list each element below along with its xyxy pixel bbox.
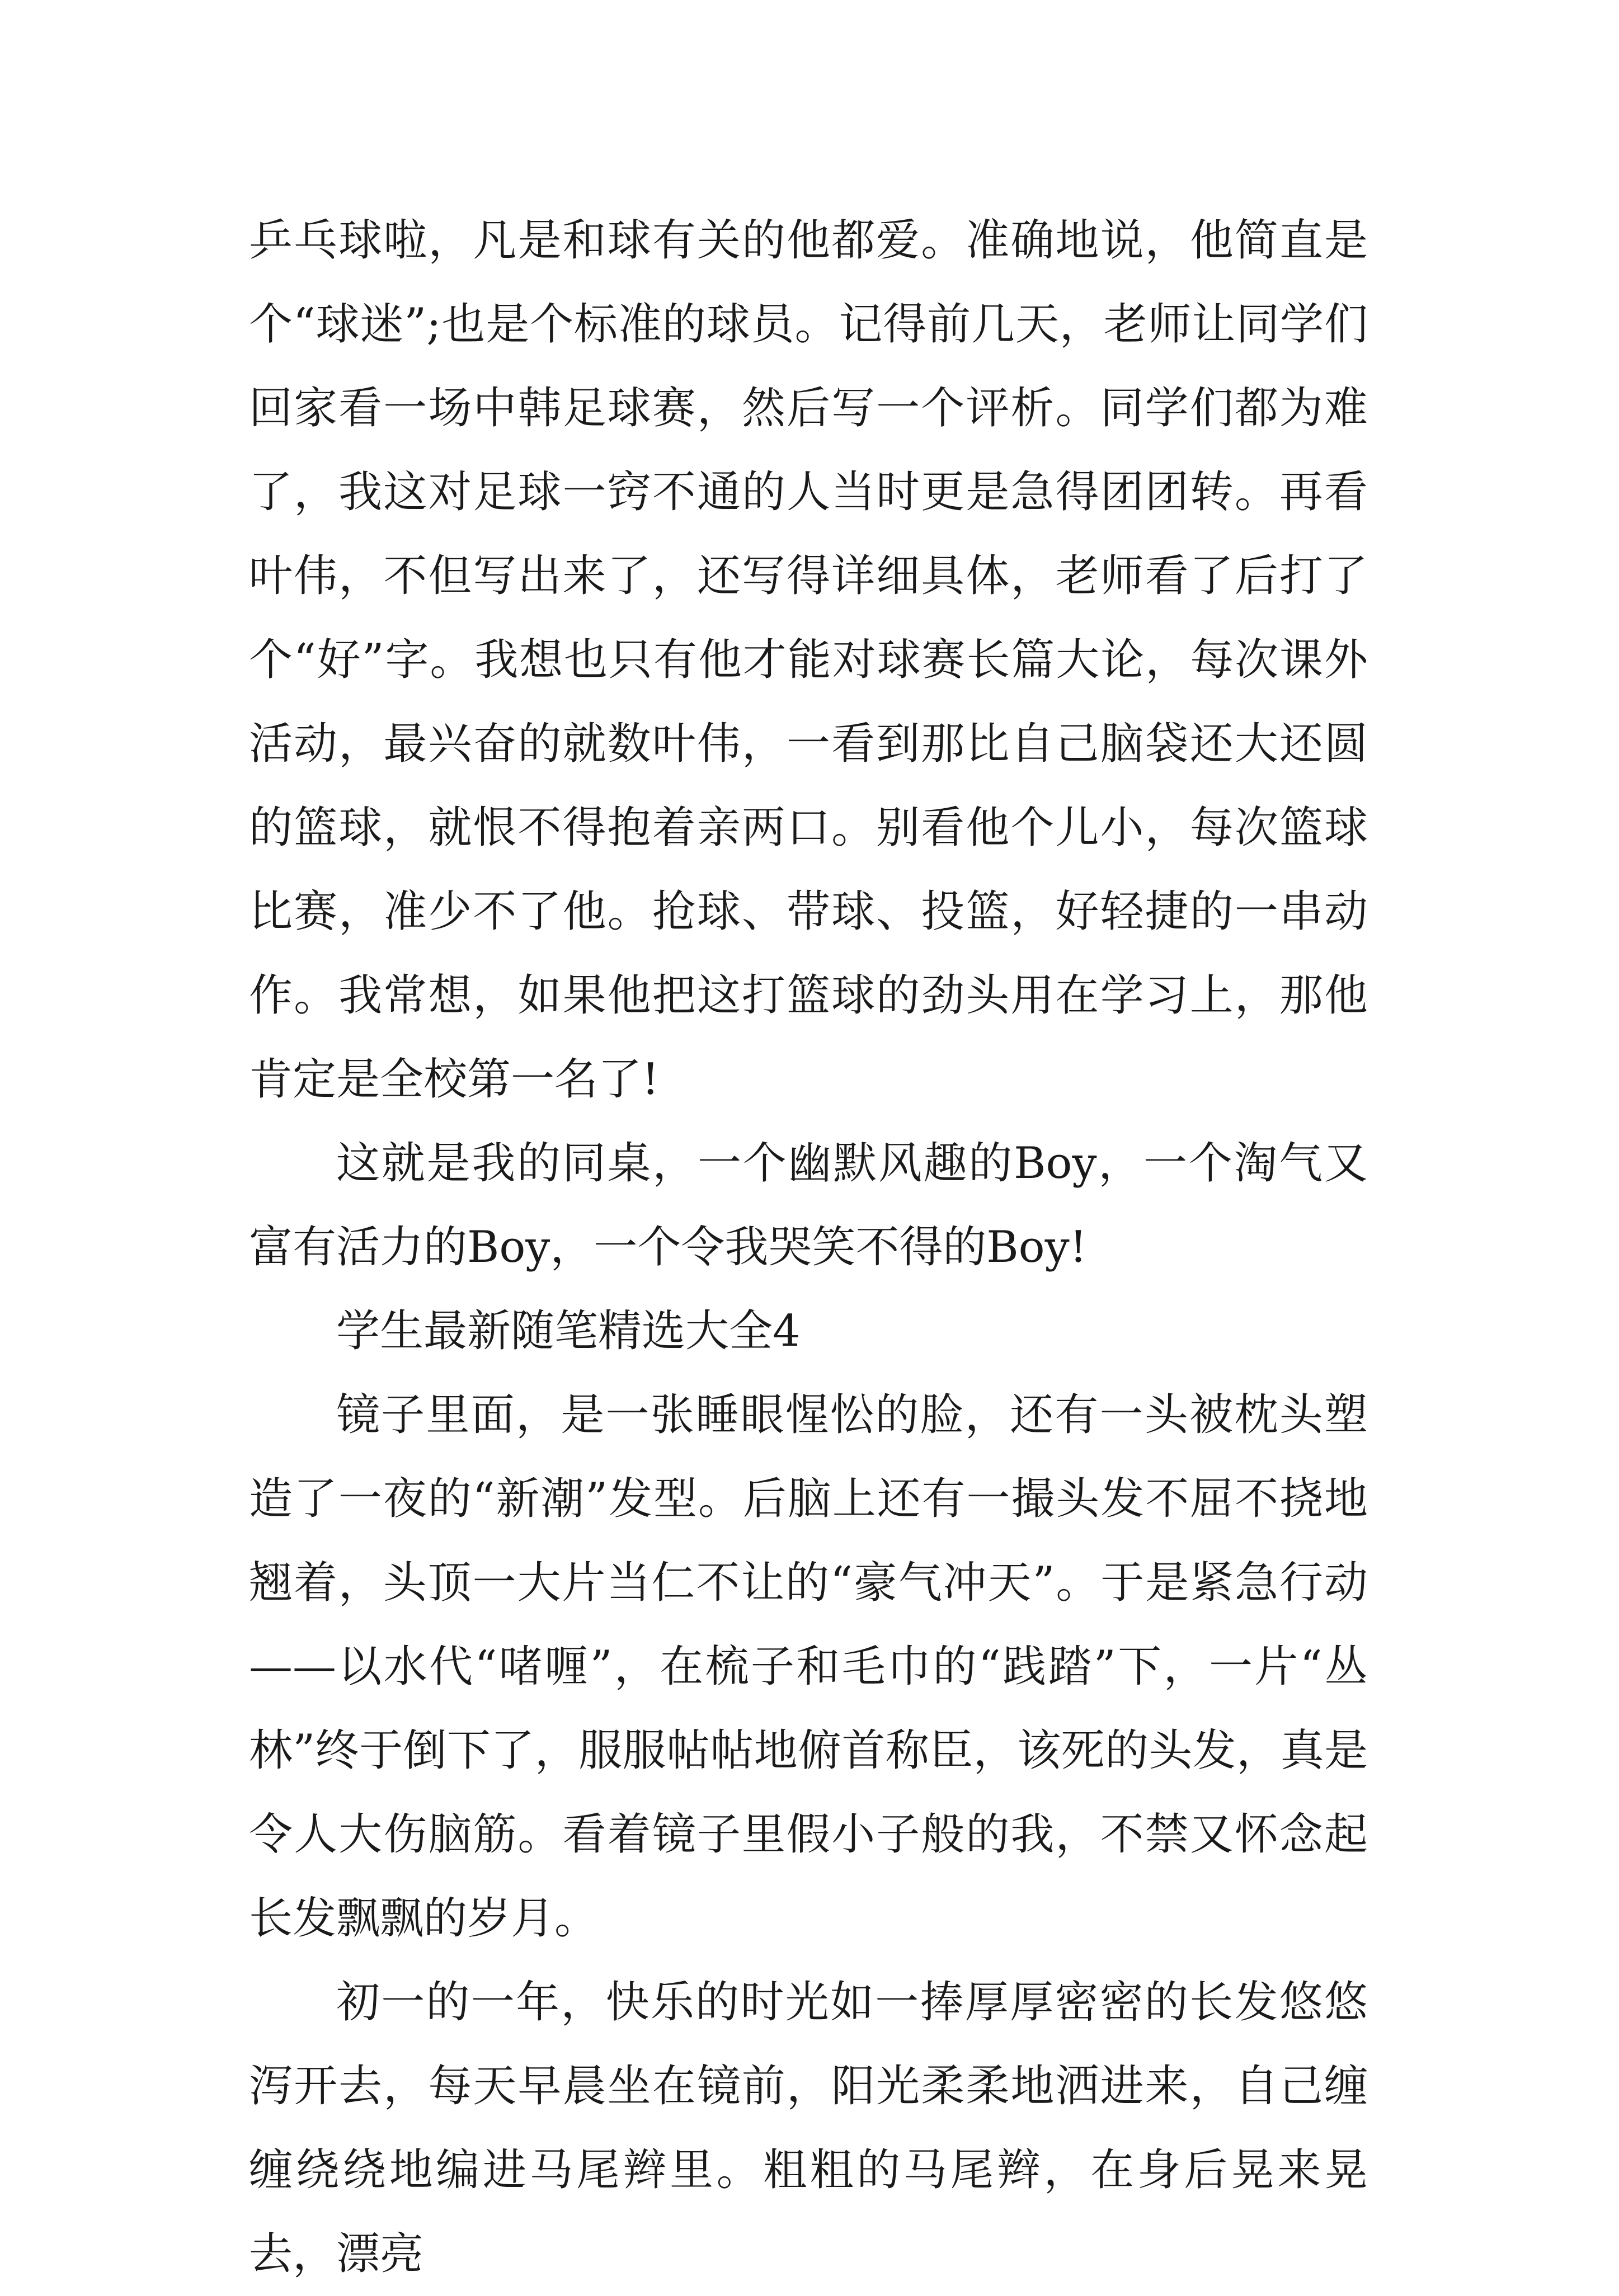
paragraph-mirror-hair: 镜子里面，是一张睡眼惺忪的脸，还有一头被枕头塑造了一夜的“新潮”发型。后脑上还有一撮头发不屈不挠地翘着，头顶一大片当仁不让的“豪气冲天”。于是紧急行动——以水代“啫喱”，在梳子和毛巾的“践踏”下，一片“丛林”终于倒下了，服服帖帖地俯首称臣，该死的头发，真是令人大伤脑筋。看着镜子里假小子般的我，不禁又怀念起长发飘飘的岁月。 [249, 1390, 1368, 1944]
section-title: 学生最新随笔精选大全4 [336, 1306, 801, 1356]
paragraph-long-hair-memory: 初一的一年，快乐的时光如一捧厚厚密密的长发悠悠泻开去，每天早晨坐在镜前，阳光柔柔地洒进来，自己缠缠绕绕地编进马尾辫里。粗粗的马尾辫，在身后晃来晃去，漂亮 [249, 1977, 1368, 2279]
document-body [249, 199, 1368, 2296]
paragraph-ball-fan: 乒乓球啦，凡是和球有关的他都爱。准确地说，他简直是个“球迷”;也是个标准的球员。记得前几天，老师让同学们回家看一场中韩足球赛，然后写一个评析。同学们都为难了，我这对足球一窍不通的人当时更是急得团团转。再看叶伟，不但写出来了，还写得详细具体，老师看了后打了个“好”字。我想也只有他才能对球赛长篇大论，每次课外活动，最兴奋的就数叶伟，一看到那比自己脑袋还大还圆的篮球，就恨不得抱着亲两口。别看他个儿小，每次篮球比赛，准少不了他。抢球、带球、投篮，好轻捷的一串动作。我常想，如果他把这打篮球的劲头用在学习上，那他肯定是全校第一名了! [249, 215, 1368, 1105]
paragraph-desk-mate-summary: 这就是我的同桌，一个幽默风趣的Boy，一个淘气又富有活力的Boy，一个令我哭笑不得的Boy! [249, 1138, 1368, 1272]
